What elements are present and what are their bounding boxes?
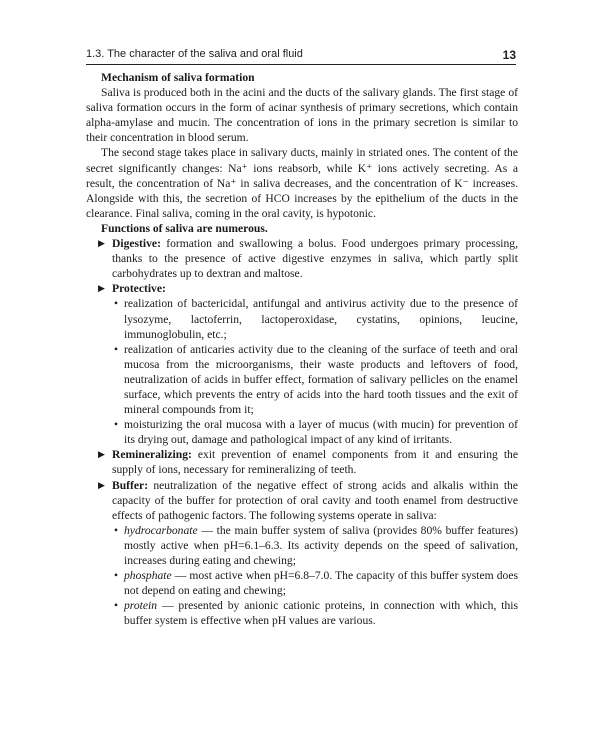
buffer-text: neutralization of the negative effect of strong acids and alkalis within the capacity of the buffer for protection of oral cavity and tooth enamel from destructive effects of pathogenic factors. The following systems operate in saliva:	[112, 478, 518, 522]
protective-item-text: moisturizing the oral mucosa with a layer of mucus (with mucin) for prevention of its drying out, damage and pathological impact of any kind of irritants.	[124, 418, 518, 447]
buffer-system-text: — presented by anionic cationic proteins, in connection with which, this buffer system is effective when pH values are various.	[124, 599, 518, 628]
protective-item-text: realization of anticaries activity due to the cleaning of the surface of teeth and oral mucosa from the microorganisms, their waste products and leftovers of food, neutralization of acids in buffer effect, formation of salivary pellicles on the enamel surface, which prevents the entry of acids into the hard tooth tissues and the exit of mineral compounds from it;	[124, 342, 518, 417]
function-digestive	[86, 236, 518, 281]
protective-item-text: realization of bactericidal, antifungal and antivirus activity due to the presence of lysozyme, lactoferrin, lactoperoxidase, cystatins, opinions, leucine, immunoglobulin, etc.;	[124, 297, 518, 341]
mechanism-paragraph-2: The second stage takes place in salivary ducts, mainly in striated ones. The content of the secret significantly changes: Na⁺ ions reabsorb, while K⁺ ions actively secreting. As a result, the concentration of Na⁺ in saliva decreases, and the concentration of K⁻ increases. Alongside with this, the secretion of HCO increases by the epithelium of the ducts in the clearance. Final saliva, coming in the oral cavity, is hypotonic.	[86, 146, 518, 220]
protective-item	[86, 342, 518, 417]
digestive-label: Digestive:	[112, 237, 161, 251]
triangle-bullet-icon: ▶	[98, 449, 105, 460]
buffer-system-item	[86, 598, 518, 628]
function-buffer	[86, 478, 518, 523]
page-number: 13	[502, 48, 516, 62]
page-body	[86, 70, 518, 628]
buffer-label: Buffer:	[112, 478, 149, 492]
functions-heading: Functions of saliva are numerous.	[101, 221, 268, 235]
function-remineralizing	[86, 447, 518, 477]
remineralizing-label: Remineralizing:	[112, 448, 192, 462]
mechanism-paragraph-1: Saliva is produced both in the acini and the ducts of the salivary glands. The first stage of saliva formation occurs in the form of acinar synthesis of primary secretions, which contain alpha-amylase and mucin. The concentration of ions in the primary secretion is similar to their concentration in blood serum.	[86, 86, 518, 145]
buffer-system-text: — the main buffer system of saliva (provides 80% buffer features) mostly active when pH=6.1–6.3. Its activity depends on the speed of salivation, increases during eating and chewing;	[124, 523, 518, 567]
remineralizing-text: exit prevention of enamel components from it and ensuring the supply of ions, necessary for remineralizing of teeth.	[112, 448, 518, 477]
dot-bullet-icon: •	[114, 523, 119, 537]
dot-bullet-icon: •	[114, 342, 119, 356]
protective-item	[86, 296, 518, 341]
buffer-system-term: protein	[124, 599, 158, 613]
dot-bullet-icon: •	[114, 418, 119, 432]
triangle-bullet-icon: ▶	[98, 238, 105, 249]
triangle-bullet-icon: ▶	[98, 479, 105, 490]
buffer-system-item	[86, 568, 518, 598]
running-header	[86, 48, 516, 65]
buffer-system-term: phosphate	[124, 569, 172, 583]
protective-label: Protective:	[112, 282, 166, 296]
function-protective	[86, 281, 518, 296]
digestive-text: formation and swallowing a bolus. Food undergoes primary processing, thanks to the presence of active digestive enzymes in saliva, which partly split carbohydrates up to dextran and maltose.	[112, 237, 518, 281]
buffer-system-item	[86, 523, 518, 568]
triangle-bullet-icon: ▶	[98, 283, 105, 294]
dot-bullet-icon: •	[114, 297, 119, 311]
protective-item	[86, 417, 518, 447]
dot-bullet-icon: •	[114, 599, 119, 613]
section-title: 1.3. The character of the saliva and oral fluid	[86, 48, 303, 60]
dot-bullet-icon: •	[114, 569, 119, 583]
buffer-system-term: hydrocarbonate	[124, 523, 198, 537]
buffer-system-text: — most active when pH=6.8–7.0. The capacity of this buffer system does not depend on eating and chewing;	[124, 569, 518, 598]
mechanism-heading: Mechanism of saliva formation	[101, 71, 255, 84]
